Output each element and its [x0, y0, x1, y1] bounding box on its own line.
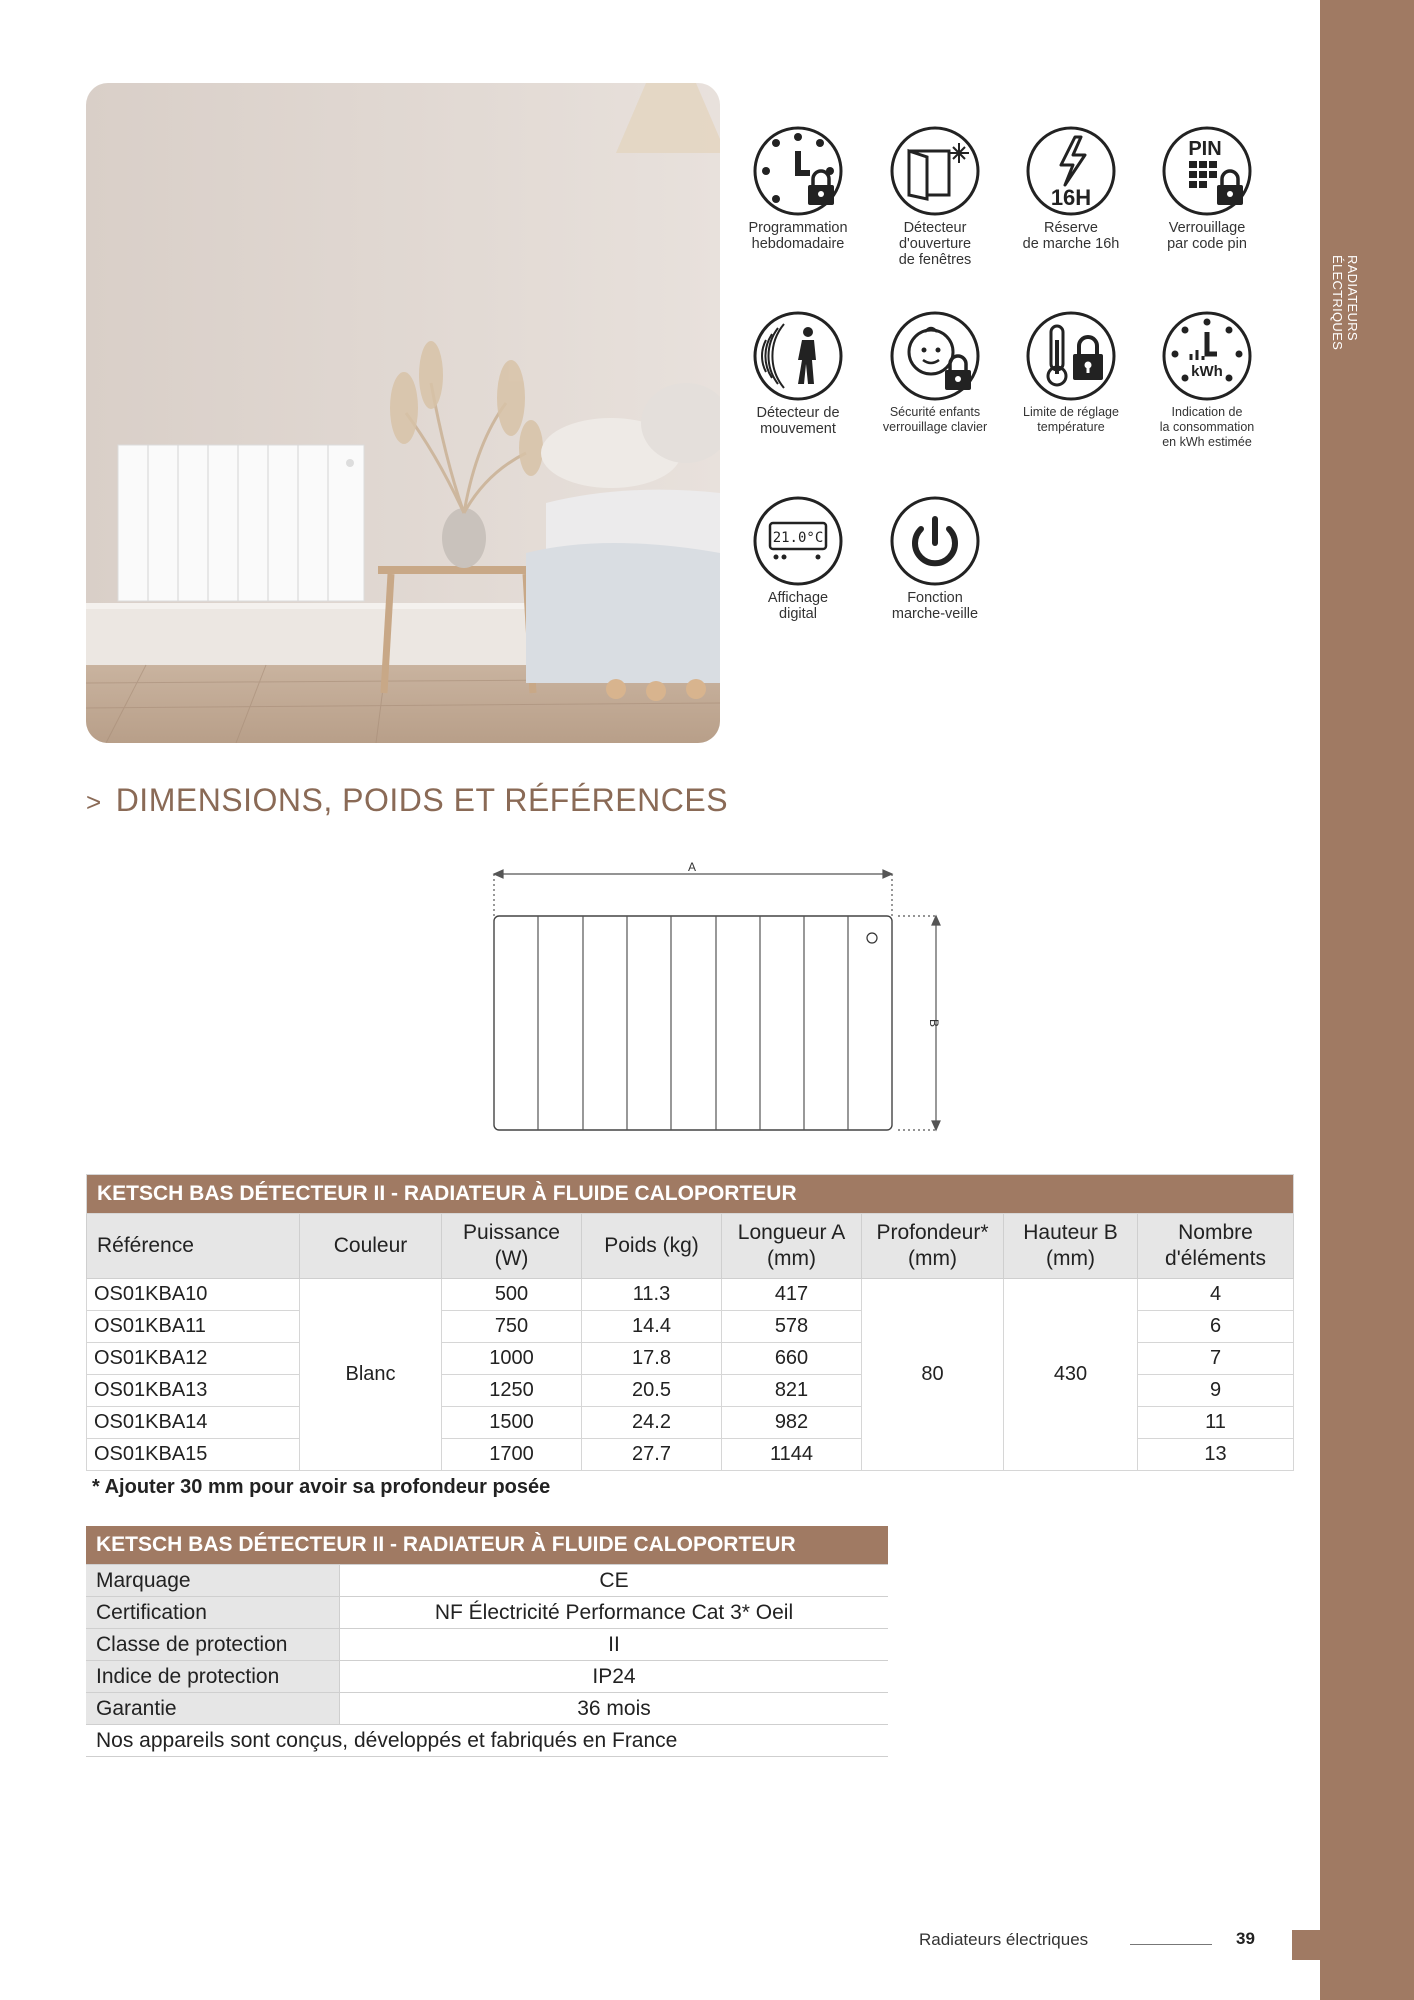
- cell-longueur: 660: [722, 1343, 862, 1375]
- page-number: 39: [1236, 1929, 1255, 1948]
- cell-couleur: Blanc: [300, 1279, 442, 1471]
- cell-reference: OS01KBA15: [87, 1439, 300, 1471]
- col-header-longueur: Longueur A (mm): [722, 1214, 862, 1279]
- reserve-16h-icon: [1025, 125, 1117, 217]
- cell-puissance: 1500: [442, 1407, 582, 1439]
- feature-temperature-limit: [996, 310, 1146, 435]
- cell-puissance: 1000: [442, 1343, 582, 1375]
- cell-elements: 9: [1138, 1375, 1294, 1407]
- feature-label: Sécurité enfants verrouillage clavier: [882, 405, 988, 434]
- feature-label: Limite de réglage température: [1023, 405, 1119, 434]
- feature-label: Affichage digital: [767, 590, 829, 622]
- cell-poids: 14.4: [582, 1311, 722, 1343]
- section-title: [86, 782, 728, 819]
- table-row: [86, 1565, 888, 1597]
- temperature-limit-icon: [1025, 310, 1117, 402]
- spec-value: 36 mois: [340, 1693, 889, 1725]
- cell-profondeur: 80: [862, 1279, 1004, 1471]
- feature-label: Détecteur d'ouverture de fenêtres: [898, 220, 972, 268]
- col-header-reference: Référence: [87, 1214, 300, 1279]
- cell-poids: 20.5: [582, 1375, 722, 1407]
- feature-weekly-schedule: [723, 125, 873, 252]
- weekly-schedule-icon: [752, 125, 844, 217]
- feature-digital-display: [723, 495, 873, 622]
- col-header-hauteur: Hauteur B (mm): [1004, 1214, 1138, 1279]
- feature-pin-lock: [1132, 125, 1282, 252]
- cell-reference: OS01KBA11: [87, 1311, 300, 1343]
- spec-value: II: [340, 1629, 889, 1661]
- footer-section-label: Radiateurs électriques: [919, 1930, 1089, 1949]
- spec-value: CE: [340, 1565, 889, 1597]
- cell-puissance: 750: [442, 1311, 582, 1343]
- dimension-label-b: B: [927, 1018, 941, 1028]
- table-row: [86, 1693, 888, 1725]
- table-row: [86, 1629, 888, 1661]
- feature-label: Fonction marche-veille: [891, 590, 979, 622]
- table-caption: KETSCH BAS DÉTECTEUR II - RADIATEUR À FLUIDE CALOPORTEUR: [87, 1175, 1294, 1214]
- cell-longueur: 417: [722, 1279, 862, 1311]
- table-row: [86, 1597, 888, 1629]
- cell-longueur: 1144: [722, 1439, 862, 1471]
- section-title-text: DIMENSIONS, POIDS ET RÉFÉRENCES: [115, 782, 729, 818]
- cell-reference: OS01KBA12: [87, 1343, 300, 1375]
- col-header-couleur: Couleur: [300, 1214, 442, 1279]
- spec-key: Classe de protection: [86, 1629, 340, 1661]
- feature-label: Indication de la consommation en kWh estimée: [1159, 405, 1255, 449]
- cell-puissance: 1700: [442, 1439, 582, 1471]
- spec-key: Certification: [86, 1597, 340, 1629]
- pin-lock-icon: [1161, 125, 1253, 217]
- col-header-poids: Poids (kg): [582, 1214, 722, 1279]
- side-section-label: RADIATEURS ÉLECTRIQUES: [1330, 255, 1360, 351]
- feature-reserve-16h: [996, 125, 1146, 252]
- feature-kwh-consumption: [1132, 310, 1282, 450]
- power-standby-icon: [889, 495, 981, 587]
- cell-reference: OS01KBA14: [87, 1407, 300, 1439]
- cell-poids: 11.3: [582, 1279, 722, 1311]
- digital-display-icon: [752, 495, 844, 587]
- page-tab-marker: [1292, 1930, 1320, 1960]
- product-photo: [86, 83, 720, 743]
- cell-elements: 6: [1138, 1311, 1294, 1343]
- dimension-diagram: [480, 862, 950, 1146]
- col-header-puissance: Puissance (W): [442, 1214, 582, 1279]
- footer-divider: [1130, 1944, 1212, 1945]
- spec-value: NF Électricité Performance Cat 3* Oeil: [340, 1597, 889, 1629]
- feature-label: Réserve de marche 16h: [1022, 220, 1120, 252]
- feature-label: Détecteur de mouvement: [756, 405, 840, 437]
- cell-elements: 11: [1138, 1407, 1294, 1439]
- feature-label: Verrouillage par code pin: [1167, 220, 1247, 252]
- feature-label: Programmation hebdomadaire: [748, 220, 848, 252]
- dimensions-table: [86, 1174, 1294, 1471]
- cell-hauteur: 430: [1004, 1279, 1138, 1471]
- spec-key: Marquage: [86, 1565, 340, 1597]
- cell-longueur: 821: [722, 1375, 862, 1407]
- table-row: [87, 1279, 1294, 1311]
- cell-longueur: 578: [722, 1311, 862, 1343]
- feature-motion-detector: [723, 310, 873, 437]
- reserve-16h-text: 16H: [1050, 185, 1092, 210]
- dimension-label-a: A: [687, 862, 697, 874]
- cell-reference: OS01KBA10: [87, 1279, 300, 1311]
- cell-poids: 27.7: [582, 1439, 722, 1471]
- feature-child-lock: [860, 310, 1010, 435]
- spec-key: Indice de protection: [86, 1661, 340, 1693]
- table-footnote: * Ajouter 30 mm pour avoir sa profondeur posée: [92, 1476, 551, 1498]
- cell-elements: 13: [1138, 1439, 1294, 1471]
- kwh-consumption-icon: [1161, 310, 1253, 402]
- spec-key: Garantie: [86, 1693, 340, 1725]
- table-row: [86, 1725, 888, 1757]
- table-row: [86, 1661, 888, 1693]
- cell-longueur: 982: [722, 1407, 862, 1439]
- cell-poids: 17.8: [582, 1343, 722, 1375]
- feature-power-standby: [860, 495, 1010, 622]
- cell-puissance: 500: [442, 1279, 582, 1311]
- kwh-text: kWh: [1191, 363, 1223, 380]
- window-detector-icon: [889, 125, 981, 217]
- display-text: 21.0°C: [772, 530, 824, 546]
- cell-poids: 24.2: [582, 1407, 722, 1439]
- col-header-elements: Nombre d'éléments: [1138, 1214, 1294, 1279]
- feature-window-detector: [860, 125, 1010, 268]
- col-header-profondeur: Profondeur* (mm): [862, 1214, 1004, 1279]
- child-lock-icon: [889, 310, 981, 402]
- table-caption: KETSCH BAS DÉTECTEUR II - RADIATEUR À FLUIDE CALOPORTEUR: [86, 1526, 888, 1565]
- spec-value: IP24: [340, 1661, 889, 1693]
- cell-reference: OS01KBA13: [87, 1375, 300, 1407]
- motion-detector-icon: [752, 310, 844, 402]
- pin-text: PIN: [1188, 138, 1222, 160]
- cell-puissance: 1250: [442, 1375, 582, 1407]
- cell-elements: 7: [1138, 1343, 1294, 1375]
- chevron-right-icon: >: [86, 787, 102, 817]
- cell-elements: 4: [1138, 1279, 1294, 1311]
- specs-table: [86, 1526, 888, 1757]
- made-in-france-note: Nos appareils sont conçus, développés et fabriqués en France: [86, 1725, 888, 1757]
